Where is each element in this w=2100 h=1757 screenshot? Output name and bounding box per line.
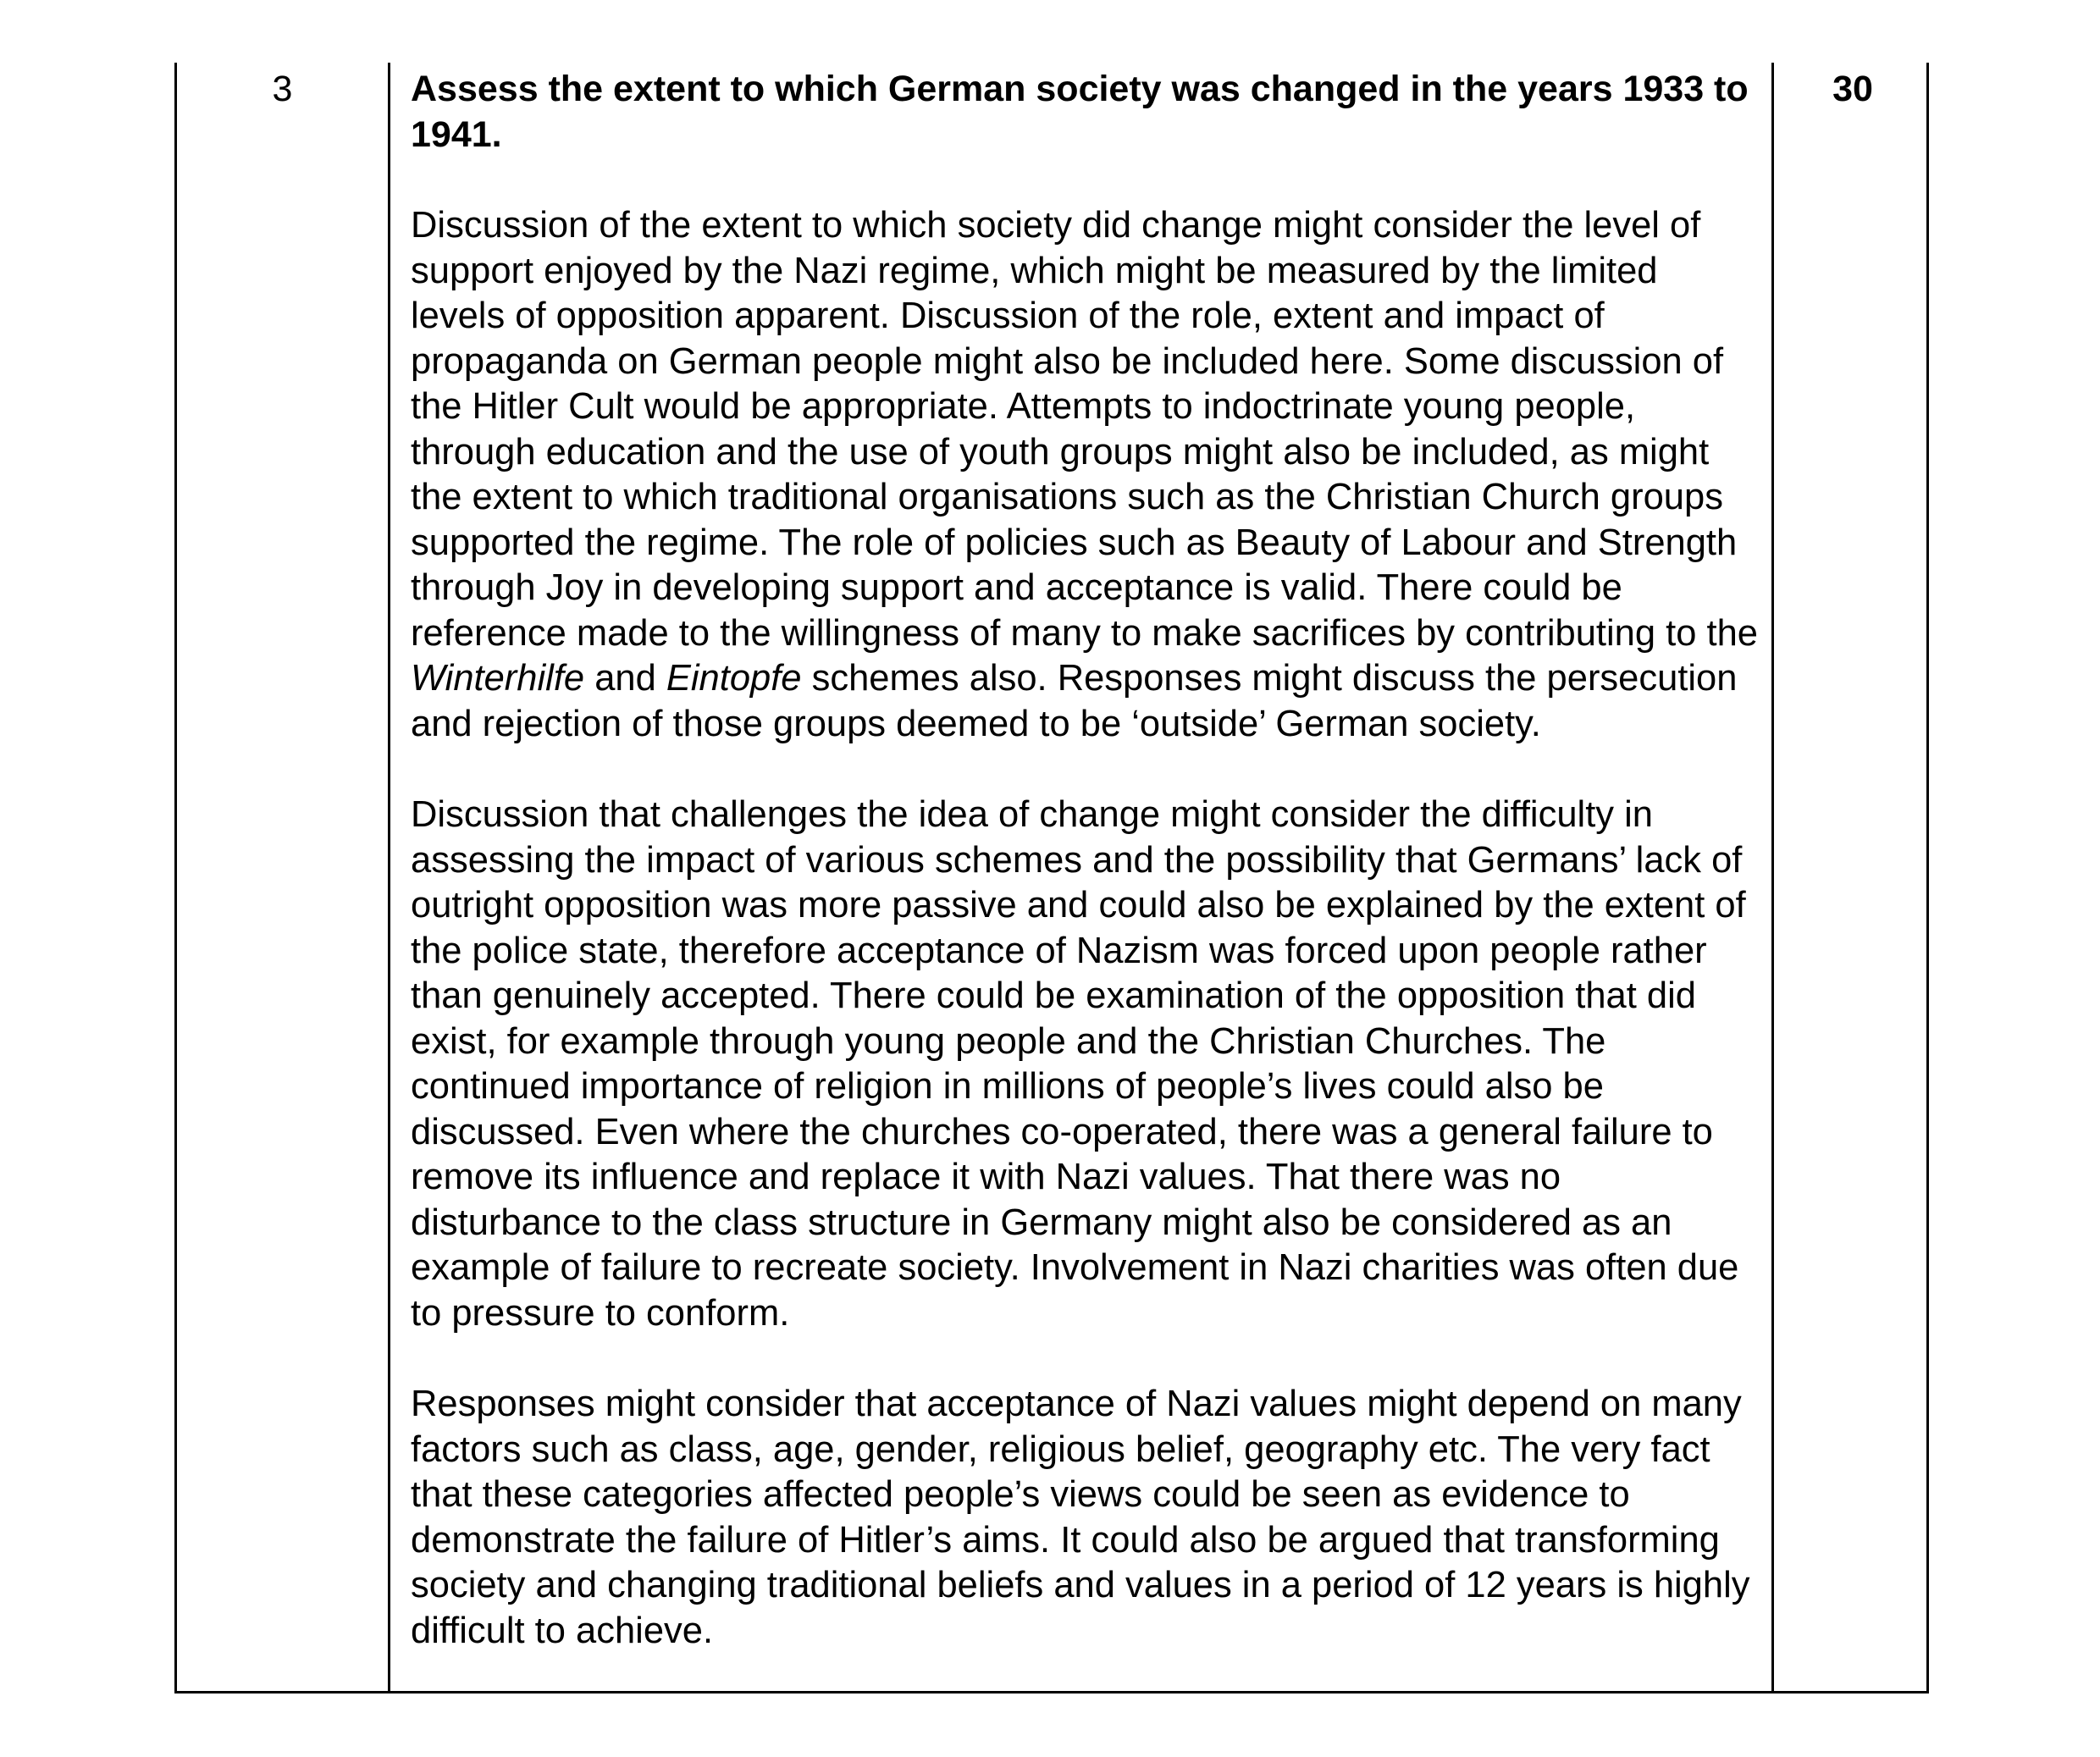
paragraph-text: Discussion of the extent to which society did change might consider the level of support enjoyed by the Nazi regime, which might be measured by the limited levels of opposition apparent. Discussion of the role, extent and impact of propaganda on German people might also be included here. Some discussion of the Hitler Cult would be appropriate. Attempts to indoctrinate young people, through education and the use of youth groups might also be included, as might the extent to which traditional organisations such as the Christian Church groups supported the regime. The role of policies such as Beauty of Labour and Strength through Joy in developing support and acceptance is valid. There could be reference made to the willingness of many to make sacrifices by contributing to the [411, 205, 1758, 654]
mark-scheme-table [174, 63, 1929, 1693]
question-title: Assess the extent to which German society was changed in the years 1933 to 1941. [411, 69, 1749, 155]
question-number-cell [177, 63, 390, 1691]
guidance-cell [390, 63, 1774, 1691]
paragraph-text: and [584, 658, 666, 699]
guidance-paragraph-factors: Responses might consider that acceptance of Nazi values might depend on many factors such as class, age, gender, religious belief, geography etc. The very fact that these categories affected people’s views could be seen as evidence to demonstrate the failure of Hitler’s aims. It could also be argued that transforming society and changing traditional beliefs and values in a period of 12 years is highly difficult to achieve. [411, 1384, 1750, 1651]
italic-term-eintopfe: Eintopfe [666, 658, 802, 699]
guidance-paragraph-support [411, 203, 1758, 747]
guidance-paragraph-challenge: Discussion that challenges the idea of change might consider the difficulty in assessing the impact of various schemes and the possibility that Germans’ lack of outright opposition was more passive and could also be explained by the extent of the police state, therefore acceptance of Nazism was forced upon people rather than genuinely accepted. There could be examination of the opposition that did exist, for example through young people and the Christian Churches. The continued importance of religion in millions of people’s lives could also be discussed. Even where the churches co-operated, there was a general failure to remove its influence and replace it with Nazi values. That there was no disturbance to the class structure in Germany might also be considered as an example of failure to recreate society. Involvement in Nazi charities was often due to pressure to conform. [411, 794, 1746, 1334]
question-number: 3 [272, 69, 293, 109]
marks-cell [1774, 63, 1931, 1691]
marks-value: 30 [1832, 69, 1873, 109]
paragraph-text: schemes also. Responses might discuss the persecution and rejection of those groups deemed to be ‘outside’ German society. [411, 658, 1738, 744]
italic-term-winterhilfe: Winterhilfe [411, 658, 585, 699]
